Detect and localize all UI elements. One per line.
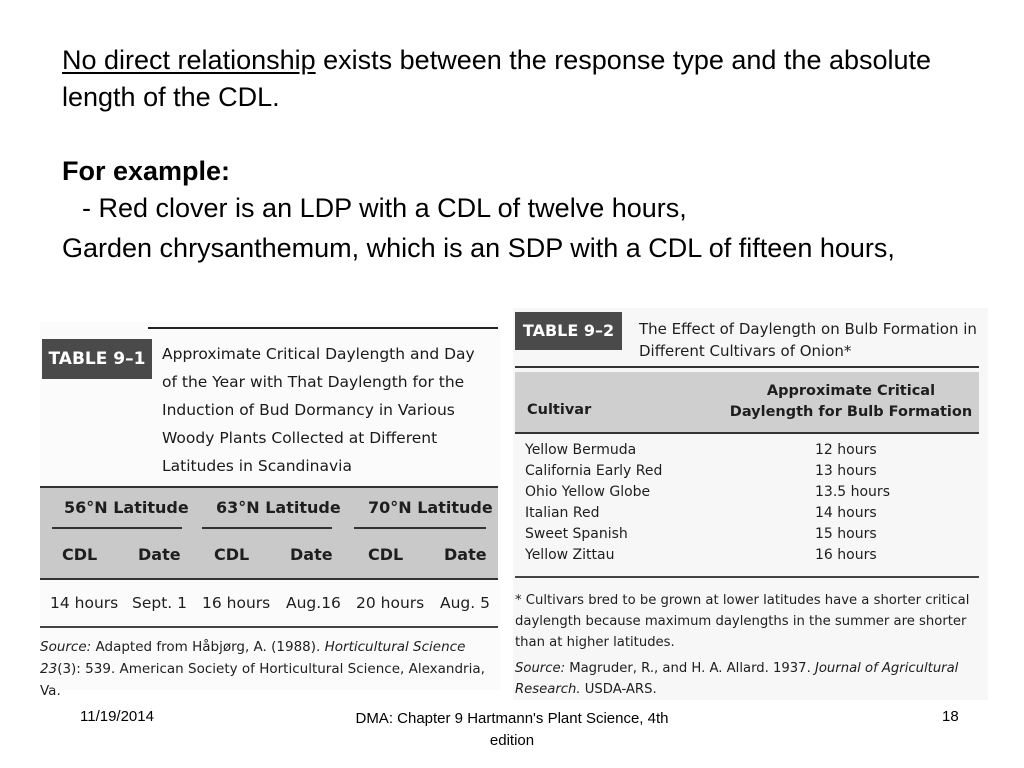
critical-daylength: 13 hours (815, 463, 877, 479)
table-header-rule (40, 486, 498, 488)
slide-number: 18 (942, 708, 959, 725)
cultivar-name: Yellow Bermuda (525, 442, 637, 458)
cultivar-name: Italian Red (525, 505, 600, 521)
example-heading: For example: (62, 156, 231, 186)
table-cell: Sept. 1 (132, 594, 188, 612)
table-tag: TABLE 9–2 (515, 312, 622, 350)
example-line-chrysanthemum: Garden chrysanthemum, which is an SDP with a CDL of fifteen hours, (62, 233, 895, 263)
cultivar-name: Yellow Zittau (525, 547, 615, 563)
subheader-cdl: CDL (62, 545, 98, 564)
table-row (525, 505, 975, 526)
table-top-rule (148, 327, 498, 329)
table-cell: Aug. 5 (440, 594, 490, 612)
table-row (525, 442, 975, 463)
table-top-rule (515, 366, 979, 368)
table-9-1 (40, 322, 500, 699)
source-label: Source: (515, 661, 566, 676)
source-journal: Journal of Agricultural Research. (515, 661, 959, 697)
table-footnote: * Cultivars bred to be grown at lower latitudes have a shorter critical daylength because maximum daylengths in the summer are shorter than at higher latitudes. (515, 593, 970, 650)
column-header-daylength: Approximate Critical Daylength for Bulb Formation (729, 383, 973, 420)
source-text: USDA-ARS. (580, 682, 657, 697)
column-header-cultivar: Cultivar (527, 402, 592, 418)
source-label: Source: (40, 639, 92, 655)
subheader-date: Date (444, 545, 487, 564)
footer-title: DMA: Chapter 9 Hartmann's Plant Science, 4th edition (355, 710, 669, 749)
table-bottom-rule (515, 576, 979, 578)
intro-rest: exists between the response type and the absolute length of the CDL. (62, 45, 932, 112)
table-row (525, 547, 975, 568)
table-cell: Aug.16 (286, 594, 341, 612)
table-bottom-rule (40, 626, 498, 628)
table-caption: Approximate Critical Daylength and Day of the Year with That Daylength for the Induction of Bud Dormancy in Various Woody Plants Collected at Different Latitudes in Scandinavia (162, 345, 475, 475)
table-cell: 14 hours (50, 594, 119, 612)
table-row (525, 484, 975, 505)
example-line-red-clover: - Red clover is an LDP with a CDL of twelve hours, (82, 193, 687, 223)
source-journal: Horticultural Science 23 (40, 639, 466, 677)
critical-daylength: 14 hours (815, 505, 877, 521)
footer-date: 11/19/2014 (80, 708, 154, 725)
table-row (525, 526, 975, 547)
table-header-rule (515, 432, 979, 434)
table-9-2 (513, 308, 988, 700)
table-source (40, 636, 495, 702)
group-rule (202, 527, 332, 529)
table-tag: TABLE 9–1 (42, 339, 152, 379)
table-source (515, 658, 975, 700)
cultivar-name: Sweet Spanish (525, 526, 628, 542)
subheader-date: Date (138, 545, 181, 564)
subheader-cdl: CDL (214, 545, 250, 564)
cultivar-name: Ohio Yellow Globe (525, 484, 651, 500)
group-rule (52, 527, 182, 529)
table-row (525, 463, 975, 484)
underlined-phrase: No direct relationship (62, 45, 316, 75)
critical-daylength: 12 hours (815, 442, 877, 458)
subheader-cdl: CDL (368, 545, 404, 564)
table-cell: 20 hours (356, 594, 425, 612)
source-text: Adapted from Håbjørg, A. (1988). (91, 639, 325, 655)
critical-daylength: 15 hours (815, 526, 877, 542)
critical-daylength: 13.5 hours (815, 484, 890, 500)
source-text: Magruder, R., and H. A. Allard. 1937. (565, 661, 815, 676)
table-header-bottom-rule (40, 578, 498, 580)
critical-daylength: 16 hours (815, 547, 877, 563)
group-rule (354, 527, 486, 529)
group-header-56n: 56°N Latitude (64, 498, 189, 517)
table-caption: The Effect of Daylength on Bulb Formation in Different Cultivars of Onion* (639, 320, 977, 360)
group-header-63n: 63°N Latitude (216, 498, 341, 517)
source-text: (3): 539. American Society of Horticultural Science, Alexandria, Va. (40, 661, 485, 699)
subheader-date: Date (290, 545, 333, 564)
intro-paragraph (62, 42, 962, 116)
table-cell: 16 hours (202, 594, 271, 612)
group-header-70n: 70°N Latitude (368, 498, 493, 517)
cultivar-name: California Early Red (525, 463, 663, 479)
